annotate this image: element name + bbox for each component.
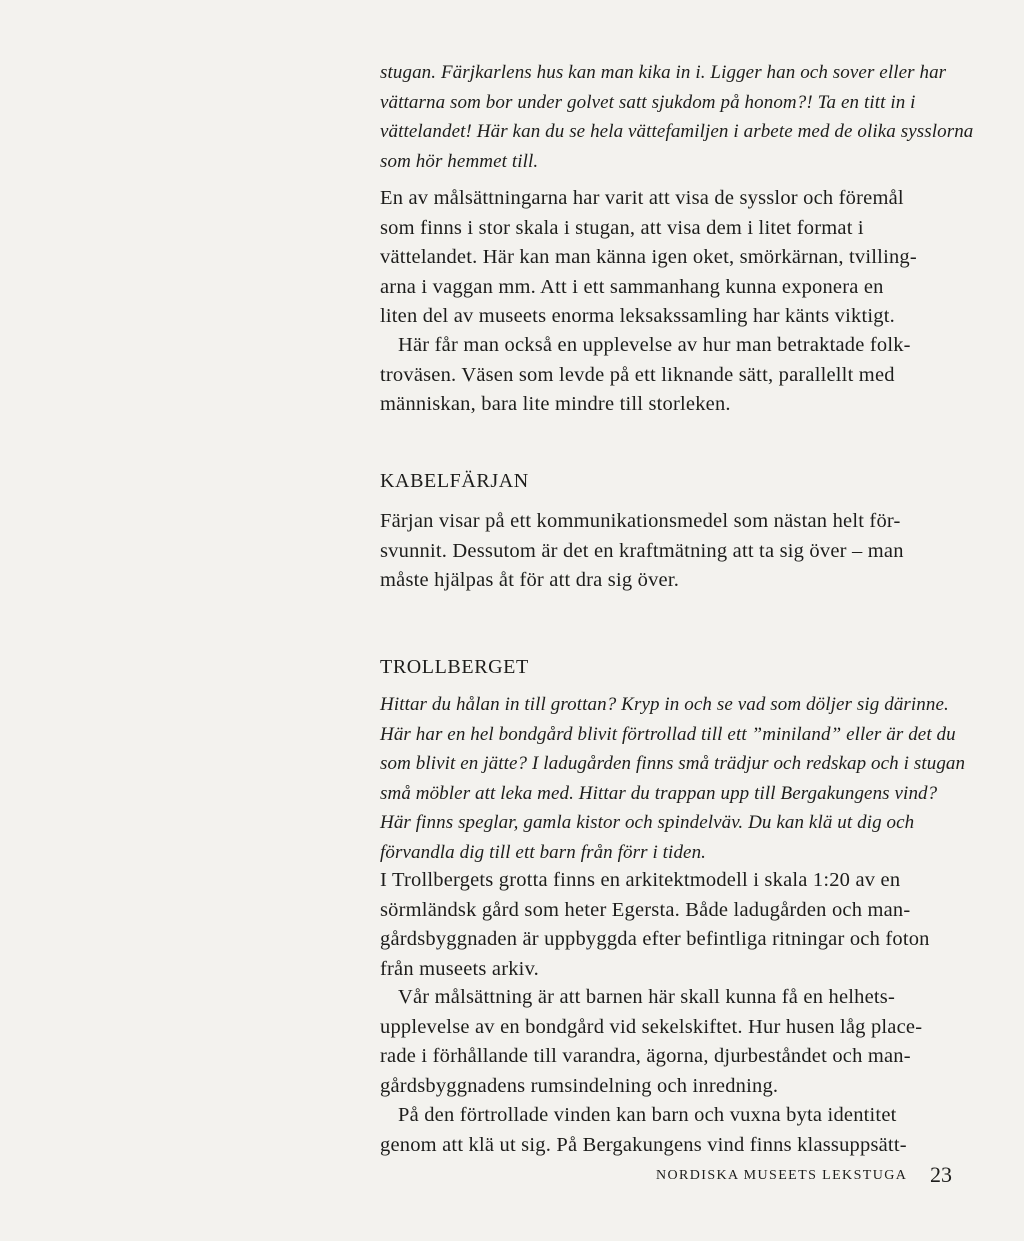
text-line: gårdsbyggnadens rumsindelning och inredning. xyxy=(380,1074,779,1097)
text-line: Vår målsättning är att barnen här skall kunna få en helhets- xyxy=(398,986,895,1008)
text-line: upplevelse av en bondgård vid sekelskiftet. Hur husen låg place- xyxy=(380,1015,923,1038)
text-line: troväsen. Väsen som levde på ett liknande sätt, parallellt med xyxy=(380,363,895,386)
text-line: arna i vaggan mm. Att i ett sammanhang kunna exponera en xyxy=(380,275,884,298)
kabelfarjan-paragraph xyxy=(380,507,955,596)
text-line: En av målsättningarna har varit att visa de sysslor och föremål xyxy=(380,187,904,209)
body-paragraph-1 xyxy=(380,184,955,332)
text-line: sörmländsk gård som heter Egersta. Både ladugården och man- xyxy=(380,898,911,921)
text-line: som finns i stor skala i stugan, att visa dem i litet format i xyxy=(380,216,864,239)
text-line: Här får man också en upplevelse av hur man betraktade folk- xyxy=(398,334,911,356)
text-line: genom att klä ut sig. På Bergakungens vind finns klassuppsätt- xyxy=(380,1133,907,1156)
body-paragraph-4 xyxy=(380,983,955,1101)
text-line: I Trollbergets grotta finns en arkitektmodell i skala 1:20 av en xyxy=(380,869,901,891)
text-line: svunnit. Dessutom är det en kraftmätning att ta sig över – man xyxy=(380,539,904,562)
text-line: gårdsbyggnaden är uppbyggda efter befintliga ritningar och foton xyxy=(380,928,930,950)
running-footer: NORDISKA MUSEETS LEKSTUGA xyxy=(656,1168,908,1183)
text-line: Hittar du hålan in till grottan? Kryp in och se vad som döljer sig därinne. xyxy=(380,694,949,715)
text-line: På den förtrollade vinden kan barn och vuxna byta identitet xyxy=(398,1104,897,1126)
text-line: Här finns speglar, gamla kistor och spindelväv. Du kan klä ut dig och xyxy=(380,812,915,833)
section-heading-trollberget: TROLLBERGET xyxy=(380,656,529,678)
text-line: förvandla dig till ett barn från förr i tiden. xyxy=(380,841,707,863)
intro-italic-paragraph xyxy=(380,58,974,176)
text-line: stugan. Färjkarlens hus kan man kika in i. Ligger han och sover eller har xyxy=(380,62,947,83)
text-line: vättelandet! Här kan du se hela vättefamiljen i arbete med de olika sysslorna xyxy=(380,121,974,142)
text-line: människan, bara lite mindre till storleken. xyxy=(380,393,731,415)
text-line: små möbler att leka med. Hittar du trappan upp till Bergakungens vind? xyxy=(380,782,938,804)
body-paragraph-2 xyxy=(380,331,955,420)
text-line: Här har en hel bondgård blivit förtrollad till ett ”miniland” eller är det du xyxy=(380,723,956,745)
text-line: som blivit en jätte? I ladugården finns små trädjur och redskap och i stugan xyxy=(380,753,966,774)
section-heading-kabelfarjan: KABELFÄRJAN xyxy=(380,470,529,492)
text-line: vättarna som bor under golvet satt sjukdom på honom?! Ta en titt in i xyxy=(380,91,916,113)
text-line: vättelandet. Här kan man känna igen oket, smörkärnan, tvilling- xyxy=(380,246,917,268)
text-line: liten del av museets enorma leksakssamling har känts viktigt. xyxy=(380,305,895,327)
text-line: från museets arkiv. xyxy=(380,957,540,980)
page-number: 23 xyxy=(930,1162,952,1187)
text-line: Färjan visar på ett kommunikationsmedel som nästan helt för- xyxy=(380,510,901,532)
text-line: som hör hemmet till. xyxy=(380,150,539,172)
text-line: rade i förhållande till varandra, ägorna, djurbeståndet och man- xyxy=(380,1045,911,1067)
text-line: måste hjälpas åt för att dra sig över. xyxy=(380,569,680,591)
trollberget-italic-paragraph xyxy=(380,690,966,867)
body-paragraph-5 xyxy=(380,1101,955,1160)
body-paragraph-3 xyxy=(380,866,955,984)
